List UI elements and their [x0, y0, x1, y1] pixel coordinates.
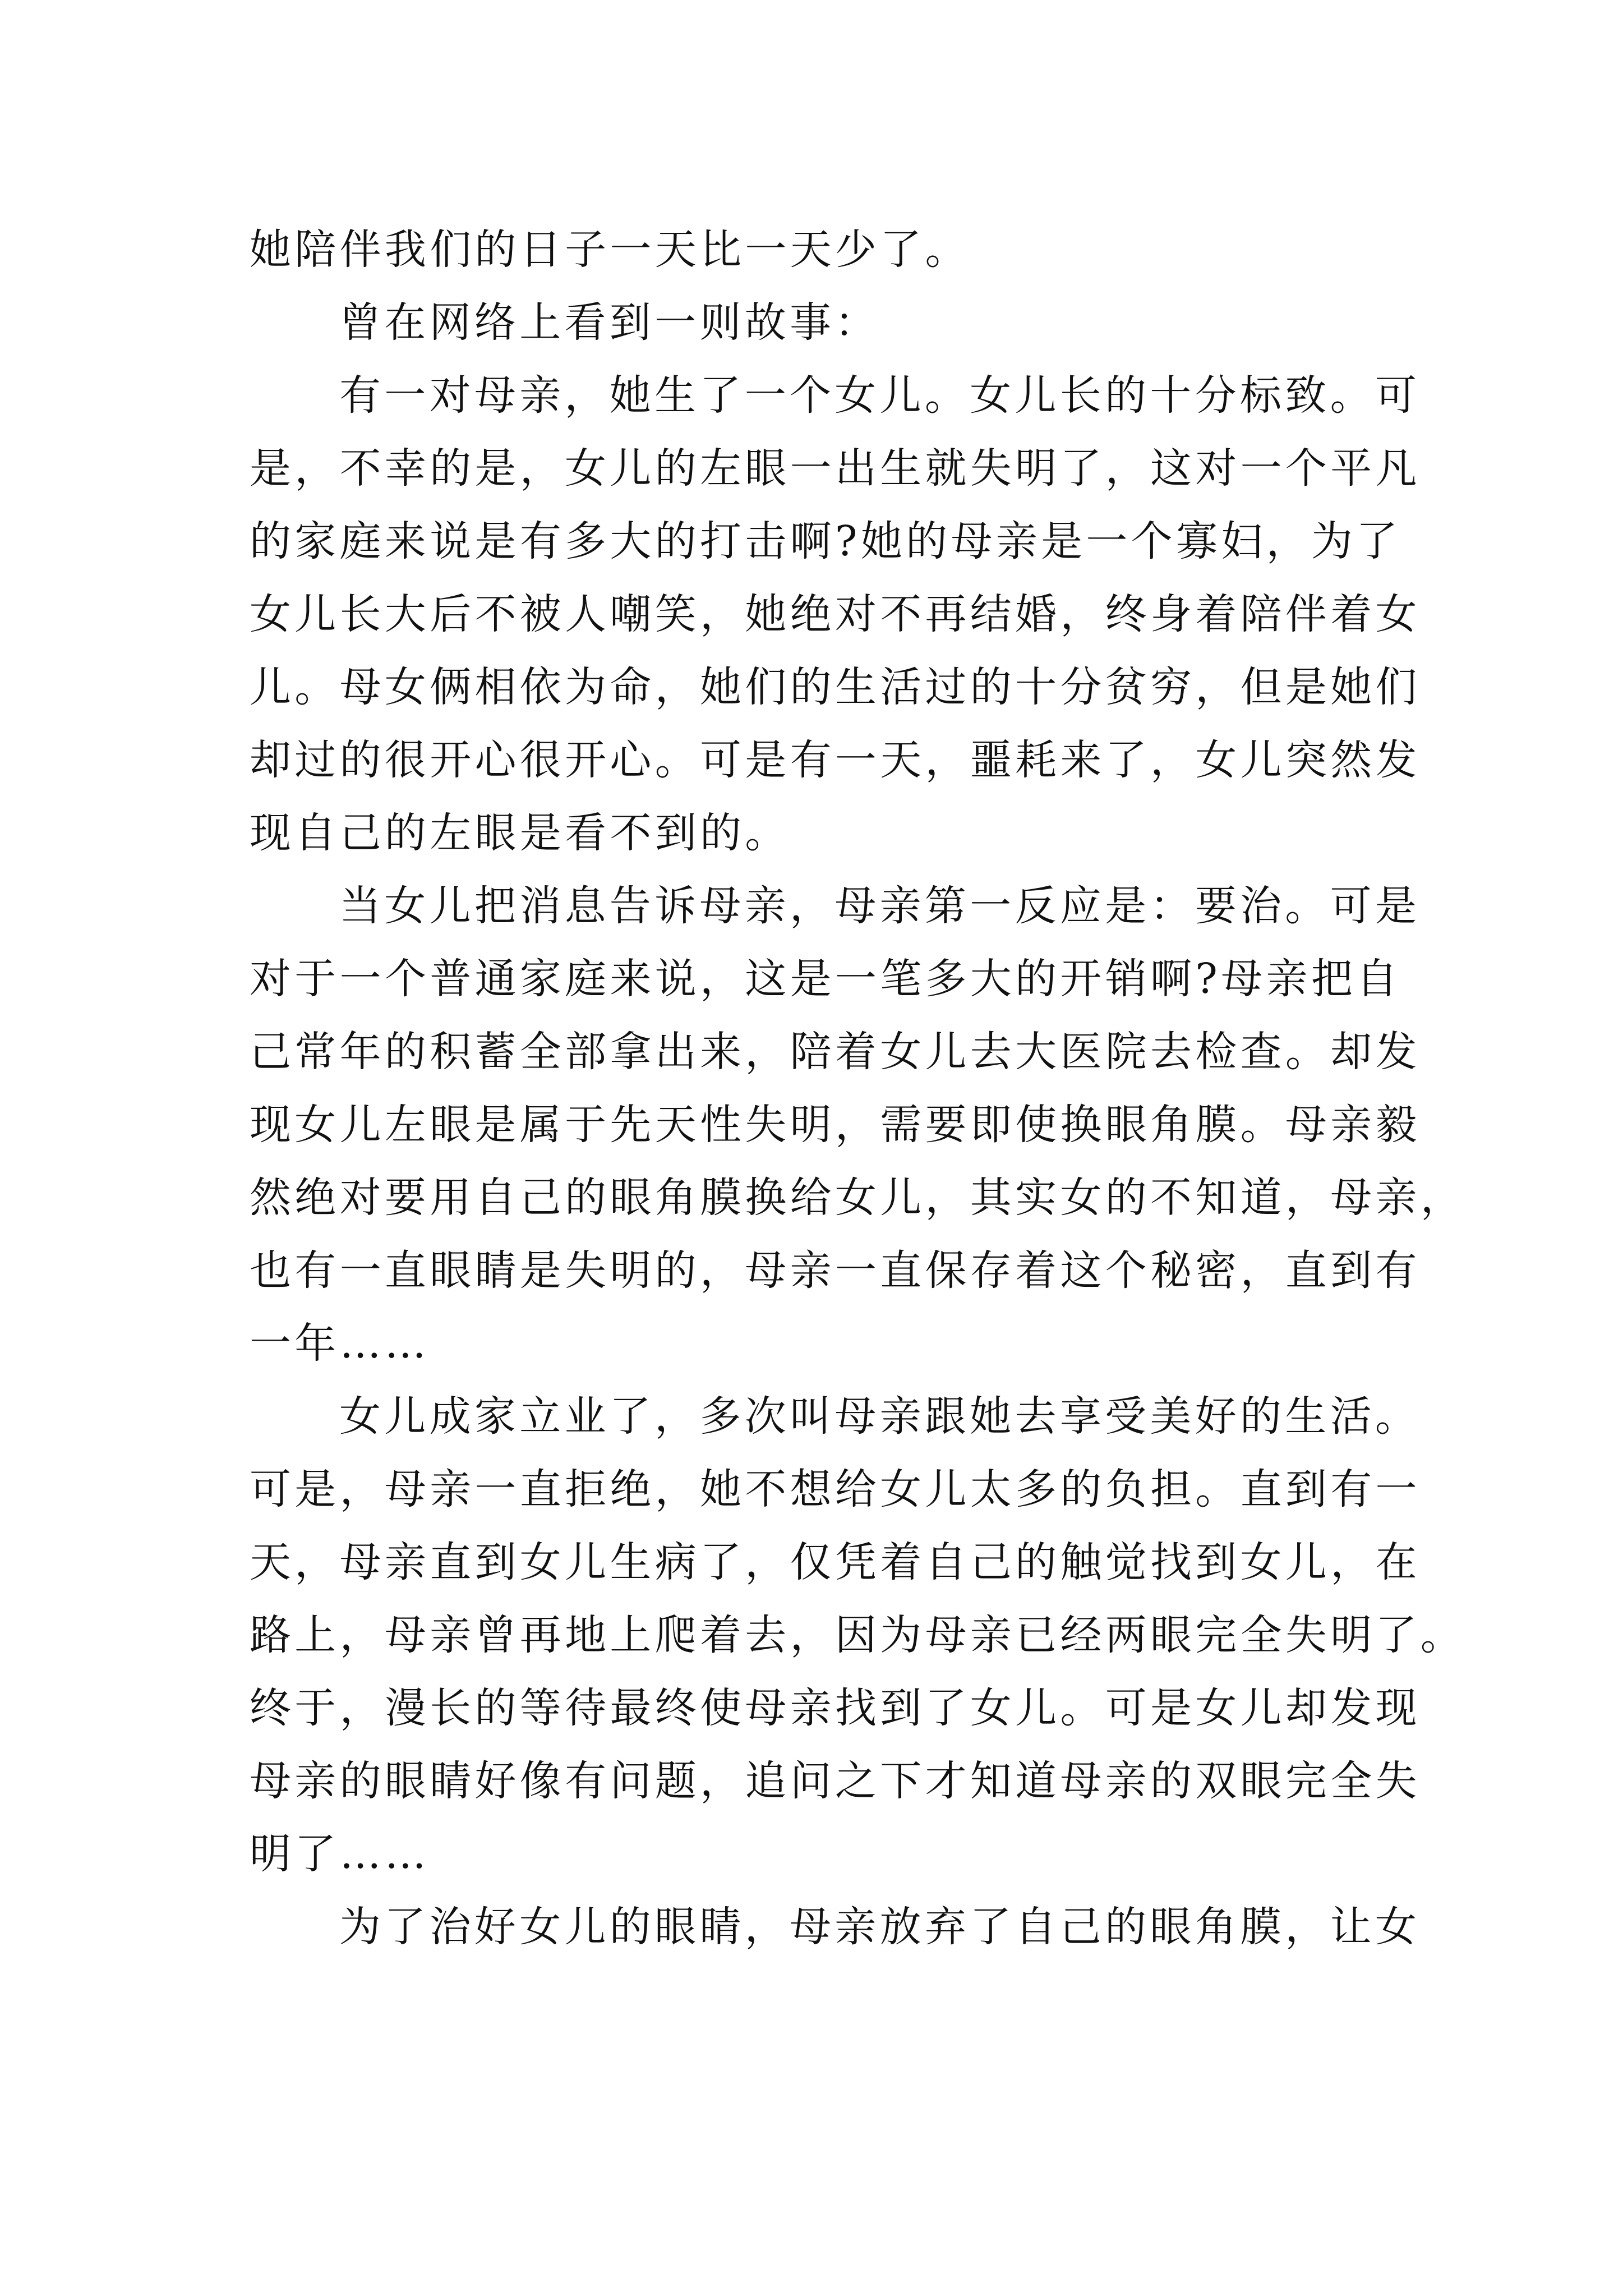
text-line: 天，母亲直到女儿生病了，仅凭着自己的触觉找到女儿，在 — [250, 1538, 1421, 1586]
paragraph-start-line: 为了治好女儿的眼睛，母亲放弃了自己的眼角膜，让女 — [339, 1903, 1421, 1951]
text-line: 然绝对要用自己的眼角膜换给女儿，其实女的不知道，母亲， — [250, 1174, 1466, 1222]
text-line: 也有一直眼睛是失明的，母亲一直保存着这个秘密，直到有 — [250, 1246, 1421, 1295]
text-line: 母亲的眼睛好像有问题，追问之下才知道母亲的双眼完全失 — [250, 1757, 1421, 1805]
text-line: 明了…… — [250, 1830, 430, 1878]
text-line: 路上，母亲曾再地上爬着去，因为母亲已经两眼完全失明了。 — [250, 1611, 1466, 1659]
body-text — [250, 213, 1466, 1963]
text-line: 她陪伴我们的日子一天比一天少了。 — [250, 226, 970, 274]
text-line: 是，不幸的是，女儿的左眼一出生就失明了，这对一个平凡 — [250, 444, 1421, 493]
text-line: 己常年的积蓄全部拿出来，陪着女儿去大医院去检查。却发 — [250, 1028, 1421, 1076]
paragraph-start-line: 有一对母亲，她生了一个女儿。女儿长的十分标致。可 — [339, 371, 1421, 420]
text-line: 现自己的左眼是看不到的。 — [250, 809, 790, 857]
paragraph-start-line: 当女儿把消息告诉母亲，母亲第一反应是：要治。可是 — [339, 882, 1421, 930]
text-line: 却过的很开心很开心。可是有一天，噩耗来了，女儿突然发 — [250, 736, 1421, 784]
text-line: 的家庭来说是有多大的打击啊?她的母亲是一个寡妇，为了 — [250, 517, 1401, 565]
text-line: 女儿长大后不被人嘲笑，她绝对不再结婚，终身着陪伴着女 — [250, 590, 1421, 638]
text-line: 对于一个普通家庭来说，这是一笔多大的开销啊?母亲把自 — [250, 955, 1401, 1003]
paragraph-start-line: 女儿成家立业了，多次叫母亲跟她去享受美好的生活。 — [339, 1392, 1421, 1441]
text-line: 终于，漫长的等待最终使母亲找到了女儿。可是女儿却发现 — [250, 1684, 1421, 1732]
text-line: 儿。母女俩相依为命，她们的生活过的十分贫穷，但是她们 — [250, 663, 1421, 711]
text-line: 现女儿左眼是属于先天性失明，需要即使换眼角膜。母亲毅 — [250, 1101, 1421, 1149]
text-line: 可是，母亲一直拒绝，她不想给女儿太多的负担。直到有一 — [250, 1465, 1421, 1513]
text-line: 一年…… — [250, 1319, 430, 1368]
paragraph-start-line: 曾在网络上看到一则故事： — [339, 298, 880, 347]
